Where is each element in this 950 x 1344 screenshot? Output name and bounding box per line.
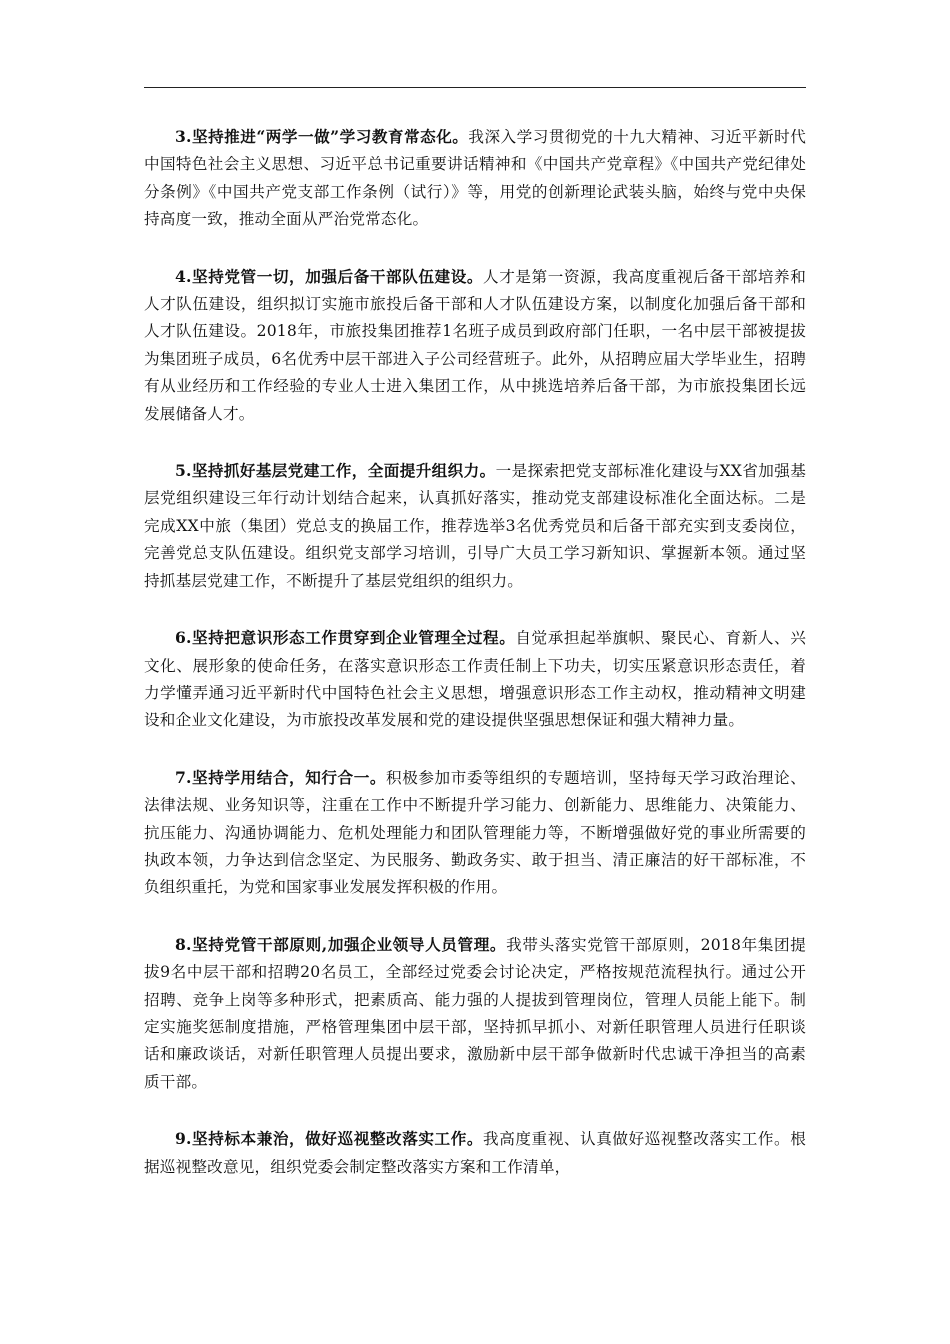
paragraph-9: [144, 1125, 806, 1181]
document-body: [144, 123, 806, 1210]
paragraph-heading: 7.坚持学用结合，知行合一。: [175, 767, 387, 787]
paragraph-text: 一是探索把党支部标准化建设与XX省加强基层党组织建设三年行动计划结合起来，认真抓好落实，推动党支部建设标准化全面达标。二是完成XX中旅（集团）党总支的换届工作，推荐选举3名优秀党员和后备干部充实到支委岗位，完善党总支队伍建设。组织党支部学习培训，引导广大员工学习新知识、掌握新本领。通过坚持抓基层党建工作，不断提升了基层党组织的组织力。: [144, 462, 807, 590]
paragraph-text: 自觉承担起举旗帜、聚民心、育新人、兴文化、展形象的使命任务，在落实意识形态工作责任制上下功夫，切实压紧意识形态责任，着力学懂弄通习近平新时代中国特色社会主义思想，增强意识形态工作主动权，推动精神文明建设和企业文化建设，为市旅投改革发展和党的建设提供坚强思想保证和强大精神力量。: [144, 629, 806, 730]
paragraph-text: 我带头落实党管干部原则，2018年集团提拔9名中层干部和招聘20名员工，全部经过党委会讨论决定，严格按规范流程执行。通过公开招聘、竞争上岗等多种形式，把素质高、能力强的人提拔到管理岗位，管理人员能上能下。制定实施奖惩制度措施，严格管理集团中层干部，坚持抓早抓小、对新任职管理人员进行任职谈话和廉政谈话，对新任职管理人员提出要求，激励新中层干部争做新时代忠诚干净担当的高素质干部。: [144, 935, 807, 1091]
paragraph-text: 我深入学习贯彻党的十九大精神、习近平新时代中国特色社会主义思想、习近平总书记重要讲话精神和《中国共产党章程》《中国共产党纪律处分条例》《中国共产党支部工作条例（试行）》等，用党的创新理论武装头脑，始终与党中央保持高度一致，推动全面从严治党常态化。: [144, 128, 806, 229]
paragraph-8: [144, 931, 806, 1096]
paragraph-text: 人才是第一资源，我高度重视后备干部培养和人才队伍建设，组织拟订实施市旅投后备干部和人才队伍建设方案，以制度化加强后备干部和人才队伍建设。2018年，市旅投集团推荐1名班子成员到政府部门任职，一名中层干部被提拔为集团班子成员，6名优秀中层干部进入子公司经营班子。此外，从招聘应届大学毕业生，招聘有从业经历和工作经验的专业人士进入集团工作，从中挑选培养后备干部，为市旅投集团长远发展储备人才。: [144, 267, 806, 423]
paragraph-5: [144, 457, 806, 595]
paragraph-text: 我高度重视、认真做好巡视整改落实工作。根据巡视整改意见，组织党委会制定整改落实方案和工作清单，: [144, 1130, 806, 1176]
paragraph-heading: 5.坚持抓好基层党建工作，全面提升组织力。: [175, 461, 496, 481]
paragraph-3: [144, 123, 806, 234]
paragraph-heading: 8.坚持党管干部原则,加强企业领导人员管理。: [175, 934, 507, 954]
paragraph-heading: 9.坚持标本兼治，做好巡视整改落实工作。: [175, 1129, 484, 1149]
header-rule: [144, 87, 806, 88]
paragraph-heading: 4.坚持党管一切，加强后备干部队伍建设。: [175, 266, 484, 286]
paragraph-heading: 3.坚持推进“两学一做”学习教育常态化。: [175, 127, 469, 146]
paragraph-6: [144, 624, 806, 735]
paragraph-4: [144, 263, 806, 428]
paragraph-7: [144, 764, 806, 902]
paragraph-heading: 6.坚持把意识形态工作贯穿到企业管理全过程。: [175, 628, 516, 648]
paragraph-text: 积极参加市委等组织的专题培训，坚持每天学习政治理论、法律法规、业务知识等，注重在工作中不断提升学习能力、创新能力、思维能力、决策能力、抗压能力、沟通协调能力、危机处理能力和团队管理能力等，不断增强做好党的事业所需要的执政本领，力争达到信念坚定、为民服务、勤政务实、敢于担当、清正廉洁的好干部标准，不负组织重托，为党和国家事业发展发挥积极的作用。: [144, 768, 806, 897]
